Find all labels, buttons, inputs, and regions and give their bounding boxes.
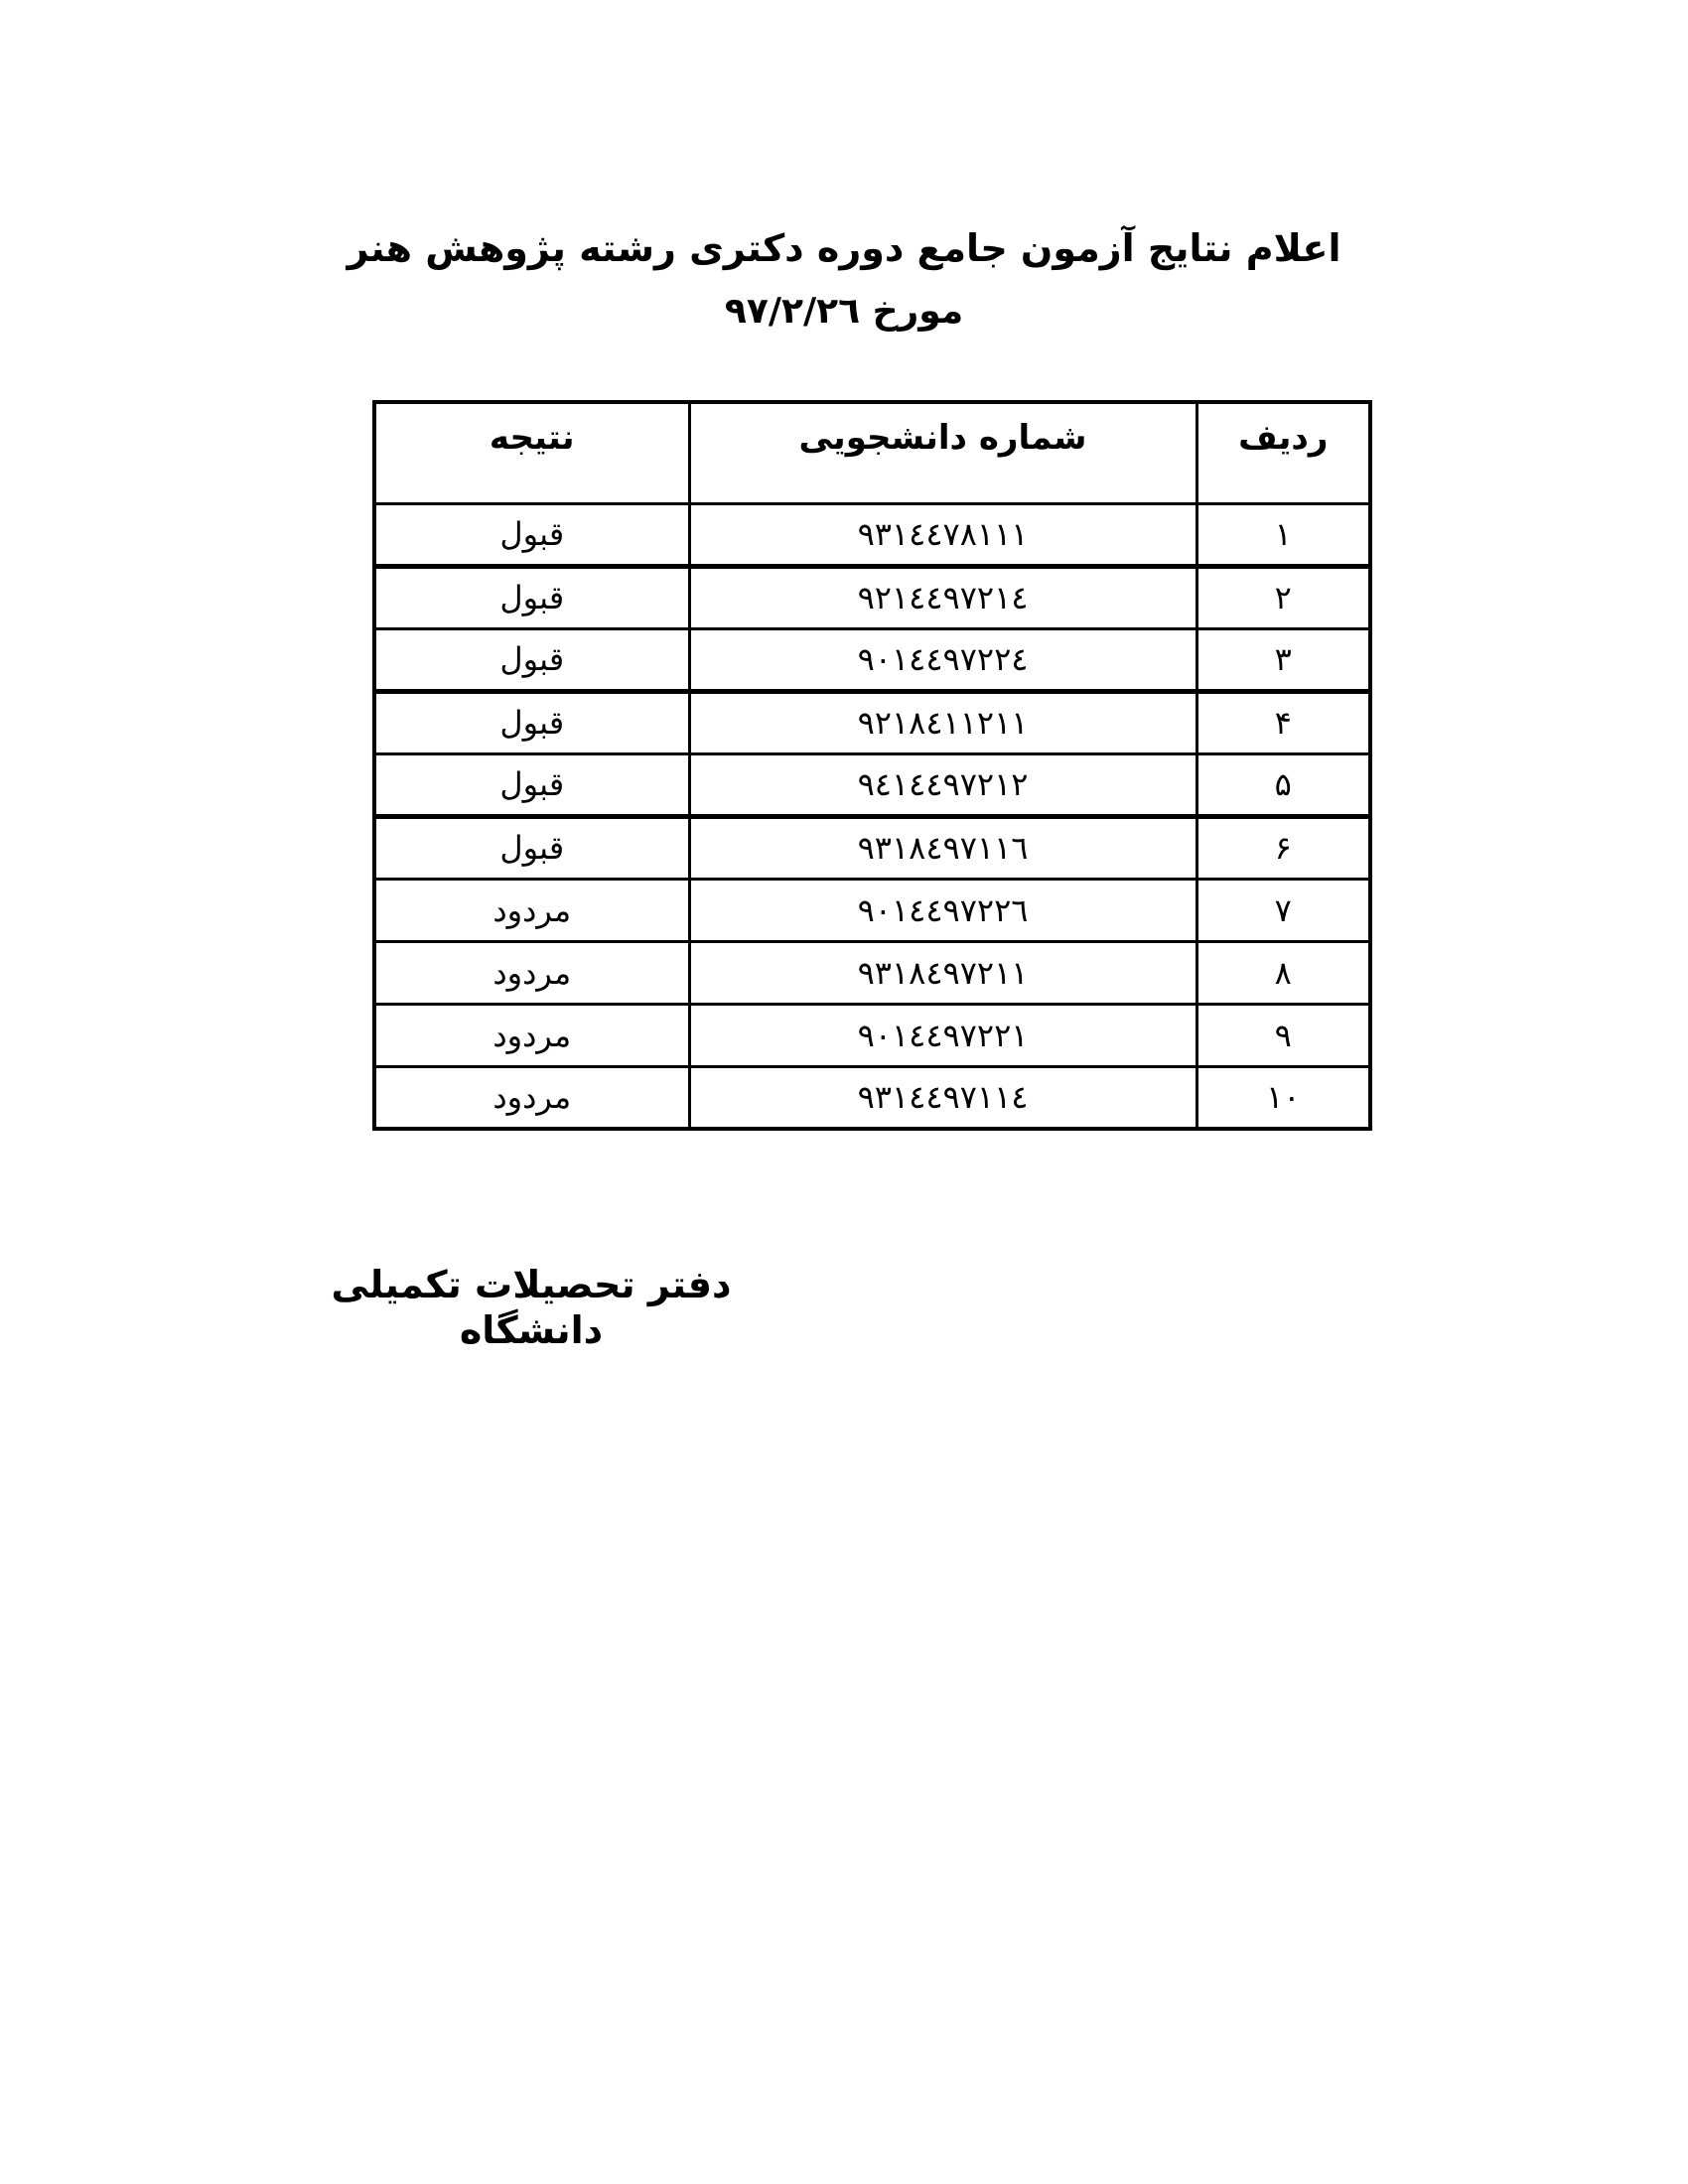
result-cell: قبول [374,816,689,879]
table-row [374,691,1370,753]
student-id-cell: ٩٠١٤٤٩٧٢٢١ [689,1004,1196,1066]
student-id-cell: ٩٤١٤٤٩٧٢١٢ [689,753,1196,816]
row-no-cell: ١ [1196,503,1370,566]
result-cell: قبول [374,566,689,628]
table-row [374,879,1370,941]
result-cell: مردود [374,941,689,1004]
row-no-cell: ٣ [1196,628,1370,691]
student-id-cell: ٩٣١٤٤٩٧١١٤ [689,1066,1196,1129]
result-cell: قبول [374,691,689,753]
document-date-line: مورخ ٩٧/٢/٢٦ [724,291,964,332]
table-row [374,503,1370,566]
row-no-cell: ٢ [1196,566,1370,628]
table-row [374,816,1370,879]
row-no-cell: ٩ [1196,1004,1370,1066]
row-no-cell: ٨ [1196,941,1370,1004]
result-cell: مردود [374,1004,689,1066]
student-id-cell: ٩٠١٤٤٩٧٢٢٤ [689,628,1196,691]
header-result: نتیجه [374,402,689,503]
result-cell: مردود [374,1066,689,1129]
header-student-id: شماره دانشجویی [689,402,1196,503]
signature-line: دفتر تحصیلات تکمیلی دانشگاه [331,1263,732,1352]
row-no-cell: ۶ [1196,816,1370,879]
row-no-cell: ۵ [1196,753,1370,816]
document-title: اعلام نتایج آزمون جامع دوره دکتری رشته پژوهش هنر [347,226,1341,270]
student-id-cell: ٩٣١٨٤٩٧٢١١ [689,941,1196,1004]
table-row [374,941,1370,1004]
student-id-cell: ٩٢١٤٤٩٧٢١٤ [689,566,1196,628]
table-body [374,503,1370,1129]
result-cell: قبول [374,628,689,691]
table-row [374,1066,1370,1129]
table-row [374,1004,1370,1066]
student-id-cell: ٩٣١٨٤٩٧١١٦ [689,816,1196,879]
results-table [372,400,1372,1131]
result-cell: قبول [374,503,689,566]
table-header-row [374,402,1370,503]
table-row [374,753,1370,816]
table-row [374,628,1370,691]
result-cell: مردود [374,879,689,941]
header-row-no: ردیف [1196,402,1370,503]
student-id-cell: ٩٣١٤٤٧٨١١١ [689,503,1196,566]
row-no-cell: ۴ [1196,691,1370,753]
student-id-cell: ٩٠١٤٤٩٧٢٢٦ [689,879,1196,941]
row-no-cell: ١٠ [1196,1066,1370,1129]
student-id-cell: ٩٢١٨٤١١٢١١ [689,691,1196,753]
result-cell: قبول [374,753,689,816]
table-row [374,566,1370,628]
row-no-cell: ٧ [1196,879,1370,941]
